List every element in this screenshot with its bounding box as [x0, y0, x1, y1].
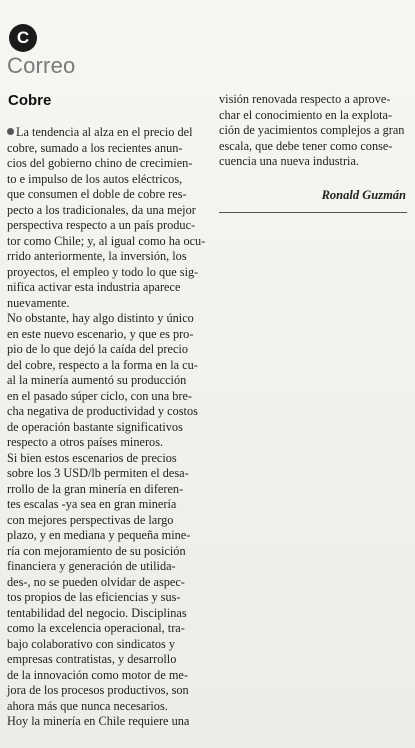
text-line — [7, 342, 205, 358]
line-text: cobre, sumado a los recientes anun- — [7, 140, 183, 155]
line-text: cios del gobierno chino de crecimien- — [7, 156, 193, 170]
line-text: nifica activar esta industria aparece — [7, 280, 181, 294]
line-text: visión renovada respecto a aprove- — [219, 92, 391, 106]
text-line — [7, 590, 205, 606]
line-text: des-, no se pueden olvidar de aspec- — [7, 574, 185, 589]
text-line — [7, 156, 205, 172]
line-text: plazo, y en mediana y pequeña mine- — [7, 528, 191, 542]
text-line — [7, 606, 205, 622]
text-line — [7, 265, 205, 281]
line-text: rrido anteriormente, la inversión, los — [7, 249, 187, 263]
text-line — [7, 141, 205, 157]
line-text: La tendencia al alza en el precio del — [16, 125, 193, 139]
letter-title: Cobre — [8, 92, 52, 109]
line-text: proyectos, el empleo y todo lo que sig- — [7, 264, 199, 279]
divider-rule — [219, 212, 407, 213]
text-line — [7, 559, 205, 575]
line-text: No obstante, hay algo distinto y único — [7, 311, 194, 325]
line-text: to e impulso de los autos eléctricos, — [7, 171, 183, 186]
line-text: escala, que debe tener como conse- — [219, 138, 393, 153]
text-line — [7, 466, 205, 482]
line-text: nuevamente. — [7, 295, 70, 310]
text-line — [7, 683, 205, 699]
text-line — [7, 497, 205, 513]
line-text: pecto a los tradicionales, da una mejor — [7, 202, 196, 217]
text-line — [7, 528, 205, 544]
text-line — [7, 621, 205, 637]
line-text: ción de yacimientos complejos a gran — [219, 123, 405, 137]
text-line — [7, 358, 205, 374]
line-text: perspectiva respecto a un país produc- — [7, 218, 196, 232]
line-text: rrollo de la gran minería en diferen- — [7, 481, 184, 496]
text-line — [7, 234, 205, 250]
text-line — [219, 154, 407, 170]
text-line — [7, 125, 205, 141]
section-logo-icon — [9, 24, 37, 52]
line-text: que consumen el doble de cobre res- — [7, 187, 187, 201]
letter-column-left — [7, 125, 205, 730]
line-text: con mejores perspectivas de largo — [7, 512, 174, 527]
text-line — [219, 123, 407, 139]
line-text: cha negativa de productividad y costos — [7, 404, 198, 418]
text-line — [7, 513, 205, 529]
text-line — [7, 373, 205, 389]
text-line — [219, 92, 407, 108]
letter-signature: Ronald Guzmán — [321, 188, 406, 202]
text-line — [7, 172, 205, 188]
line-text: en el pasado súper ciclo, con una bre- — [7, 388, 193, 403]
text-line — [7, 482, 205, 498]
line-text: financiera y generación de utilida- — [7, 559, 176, 573]
text-line — [7, 435, 205, 451]
text-line — [7, 637, 205, 653]
line-text: pio de lo que dejó la caída del precio — [7, 342, 188, 356]
text-line — [219, 139, 407, 155]
text-line — [219, 108, 407, 124]
line-text: de la innovación como motor de me- — [7, 667, 188, 682]
line-text: del cobre, respecto a la forma en la cu- — [7, 357, 198, 372]
text-line — [7, 420, 205, 436]
letter-column-right — [219, 92, 407, 170]
line-text: char el conocimiento en la explota- — [219, 107, 393, 122]
text-line — [7, 544, 205, 560]
line-text: tentabilidad del negocio. Disciplinas — [7, 605, 187, 620]
text-line — [7, 404, 205, 420]
text-line — [7, 218, 205, 234]
text-line — [7, 451, 205, 467]
line-text: sobre los 3 USD/lb permiten el desa- — [7, 466, 189, 480]
text-line — [7, 203, 205, 219]
line-text: cuencia una nueva industria. — [219, 154, 359, 168]
text-line — [7, 327, 205, 343]
text-line — [7, 280, 205, 296]
line-text: tor como Chile; y, al igual como ha ocu- — [7, 233, 206, 248]
line-text: como la excelencia operacional, tra- — [7, 621, 185, 635]
text-line — [7, 249, 205, 265]
line-text: ahora más que nunca necesarios. — [7, 698, 168, 713]
text-line — [7, 699, 205, 715]
text-line — [7, 311, 205, 327]
text-line — [7, 187, 205, 203]
line-text: bajo colaborativo con sindicatos y — [7, 636, 176, 651]
line-text: de operación bastante significativos — [7, 419, 183, 434]
line-text: respecto a otros países mineros. — [7, 435, 164, 449]
text-line — [7, 296, 205, 312]
text-line — [7, 389, 205, 405]
line-text: empresas contratistas, y desarrollo — [7, 652, 177, 666]
section-title: Correo — [7, 53, 76, 78]
line-text: ría con mejoramiento de su posición — [7, 543, 186, 558]
line-text: Si bien estos escenarios de precios — [7, 450, 177, 465]
text-line — [7, 575, 205, 591]
bullet-icon — [7, 128, 14, 135]
line-text: tos propios de las eficiencias y sus- — [7, 590, 181, 604]
line-text: jora de los procesos productivos, son — [7, 683, 189, 697]
line-text: al la minería aumentó su producción — [7, 373, 187, 387]
line-text: Hoy la minería en Chile requiere una — [7, 714, 190, 728]
line-text: en este nuevo escenario, y que es pro- — [7, 326, 194, 341]
text-line — [7, 652, 205, 668]
text-line — [7, 714, 205, 730]
text-line — [7, 668, 205, 684]
line-text: tes escalas -ya sea en gran minería — [7, 497, 177, 511]
logo-letter: C — [16, 28, 30, 47]
